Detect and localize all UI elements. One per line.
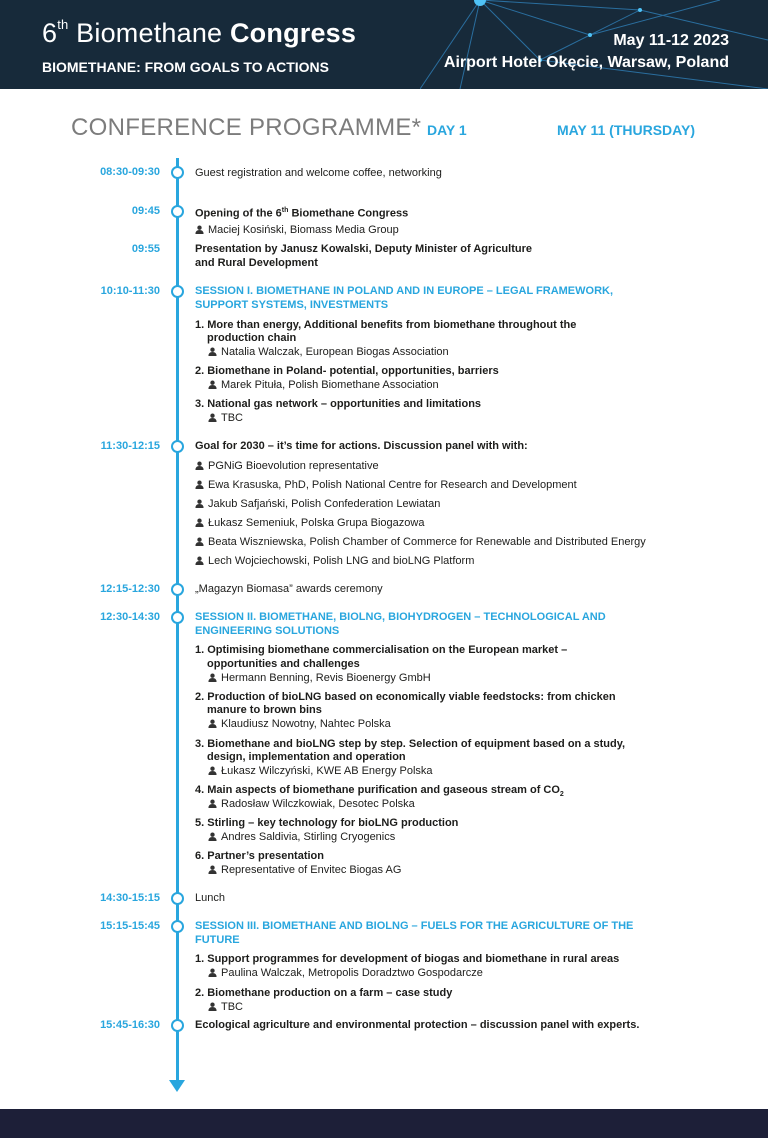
panelist: Lech Wojciechowski, Polish LNG and bioLNG Platform <box>195 554 474 568</box>
person-icon <box>208 347 217 356</box>
agenda-time: 14:30-15:15 <box>100 892 160 904</box>
talk-title-line: opportunities and challenges <box>207 658 360 670</box>
agenda-time: 09:45 <box>131 205 160 217</box>
person-icon <box>208 413 217 422</box>
speaker: Radosław Wilczkowiak, Desotec Polska <box>208 797 415 811</box>
agenda-item: „Magazyn Biomasa” awards ceremony <box>195 583 383 595</box>
agenda-item: Opening of the 6th Biomethane Congress <box>195 207 409 220</box>
timeline-dot <box>171 892 184 905</box>
speaker: Representative of Envitec Biogas AG <box>208 863 401 877</box>
header-banner <box>0 0 768 89</box>
day-date: MAY 11 (THURSDAY) <box>557 122 695 138</box>
agenda-item: Guest registration and welcome coffee, networking <box>195 167 442 179</box>
footer-bar <box>0 1109 768 1138</box>
talk-title-line: 2. Biomethane in Poland- potential, opportunities, barriers <box>195 365 499 377</box>
speaker: Natalia Walczak, European Biogas Association <box>208 345 449 359</box>
agenda-time: 12:15-12:30 <box>100 583 160 595</box>
talk-title-line: 2. Production of bioLNG based on economically viable feedstocks: from chicken <box>195 691 616 703</box>
agenda-item-line: and Rural Development <box>195 257 318 269</box>
session-title-line: SESSION II. BIOMETHANE, BIOLNG, BIOHYDROGEN – TECHNOLOGICAL AND <box>195 611 606 623</box>
agenda-time: 15:45-16:30 <box>100 1019 160 1031</box>
timeline-dot <box>171 285 184 298</box>
person-icon <box>195 225 204 234</box>
talk-title-line: 3. National gas network – opportunities and limitations <box>195 398 482 410</box>
agenda-time: 09:55 <box>131 243 160 255</box>
timeline-dot <box>171 440 184 453</box>
person-icon <box>208 766 217 775</box>
panelist: PGNiG Bioevolution representative <box>195 459 379 473</box>
speaker: Andres Saldivia, Stirling Cryogenics <box>208 830 395 844</box>
person-icon <box>208 832 217 841</box>
congress-subtitle: BIOMETHANE: FROM GOALS TO ACTIONS <box>42 59 329 75</box>
agenda-time: 11:30-12:15 <box>100 440 160 452</box>
talk-title-line: 1. More than energy, Additional benefits from biomethane throughout the <box>195 319 577 331</box>
panelist: Łukasz Semeniuk, Polska Grupa Biogazowa <box>195 516 424 530</box>
timeline-dot <box>171 583 184 596</box>
agenda-item: Goal for 2030 – it’s time for actions. Discussion panel with with: <box>195 440 528 452</box>
person-icon <box>208 865 217 874</box>
talk-title-line: design, implementation and operation <box>207 751 406 763</box>
talk-title-line: 1. Support programmes for development of biogas and biomethane in rural areas <box>195 953 620 965</box>
agenda-time: 15:15-15:45 <box>100 920 160 932</box>
speaker: Marek Pituła, Polish Biomethane Association <box>208 378 439 392</box>
talk-title-line: 4. Main aspects of biomethane purification and gaseous stream of $CO_2$ <box>195 784 564 799</box>
talk-title-line: 6. Partner’s presentation <box>195 850 324 862</box>
person-icon <box>208 380 217 389</box>
agenda-item: Ecological agriculture and environmental protection – discussion panel with experts. <box>195 1019 640 1031</box>
speaker: Łukasz Wilczyński, KWE AB Energy Polska <box>208 764 433 778</box>
speaker: Maciej Kosiński, Biomass Media Group <box>195 223 399 237</box>
session-title-line: FUTURE <box>195 934 240 946</box>
person-icon <box>208 968 217 977</box>
person-icon <box>195 461 204 470</box>
talk-title-line: 5. Stirling – key technology for bioLNG production <box>195 817 459 829</box>
agenda-time: 10:10-11:30 <box>100 285 160 297</box>
session-title-line: SESSION I. BIOMETHANE IN POLAND AND IN EUROPE – LEGAL FRAMEWORK, <box>195 285 614 297</box>
session-title-line: SESSION III. BIOMETHANE AND BIOLNG – FUELS FOR THE AGRICULTURE OF THE <box>195 920 634 932</box>
speaker: Paulina Walczak, Metropolis Doradztwo Gospodarcze <box>208 966 483 980</box>
talk-title-line: 2. Biomethane production on a farm – case study <box>195 987 453 999</box>
speaker: TBC <box>208 1000 243 1014</box>
talk-title-line: manure to brown bins <box>207 704 322 716</box>
talk-title-line: 1. Optimising biomethane commercialisation on the European market – <box>195 644 568 656</box>
timeline-dot <box>171 1019 184 1032</box>
agenda-item: Lunch <box>195 892 225 904</box>
speaker: TBC <box>208 411 243 425</box>
person-icon <box>195 556 204 565</box>
panelist: Jakub Safjański, Polish Confederation Lewiatan <box>195 497 440 511</box>
timeline-arrow-icon <box>169 1080 185 1092</box>
person-icon <box>195 537 204 546</box>
person-icon <box>195 499 204 508</box>
panelist: Ewa Krasuska, PhD, Polish National Centre for Research and Development <box>195 478 577 492</box>
timeline-dot <box>171 166 184 179</box>
programme-title: CONFERENCE PROGRAMME* <box>71 114 422 141</box>
person-icon <box>208 1002 217 1011</box>
agenda-time: 08:30-09:30 <box>100 166 160 178</box>
speaker: Hermann Benning, Revis Bioenergy GmbH <box>208 671 431 685</box>
panelist: Beata Wiszniewska, Polish Chamber of Commerce for Renewable and Distributed Energy <box>195 535 646 549</box>
person-icon <box>208 673 217 682</box>
day-label: DAY 1 <box>427 122 467 138</box>
congress-title: 6th Biomethane Congress <box>42 17 357 48</box>
timeline-dot <box>171 920 184 933</box>
person-icon <box>195 480 204 489</box>
person-icon <box>208 799 217 808</box>
talk-title-line: production chain <box>207 332 297 344</box>
event-date: May 11-12 2023 <box>613 32 729 49</box>
talk-title-line: 3. Biomethane and bioLNG step by step. Selection of equipment based on a study, <box>195 738 626 750</box>
person-icon <box>208 719 217 728</box>
timeline-dot <box>171 205 184 218</box>
agenda-item-line: Presentation by Janusz Kowalski, Deputy Minister of Agriculture <box>195 243 532 255</box>
timeline-dot <box>171 611 184 624</box>
agenda-time: 12:30-14:30 <box>100 611 160 623</box>
session-title-line: SUPPORT SYSTEMS, INVESTMENTS <box>195 299 389 311</box>
event-venue: Airport Hotel Okęcie, Warsaw, Poland <box>443 54 729 71</box>
session-title-line: ENGINEERING SOLUTIONS <box>195 625 340 637</box>
person-icon <box>195 518 204 527</box>
speaker: Klaudiusz Nowotny, Nahtec Polska <box>208 717 391 731</box>
